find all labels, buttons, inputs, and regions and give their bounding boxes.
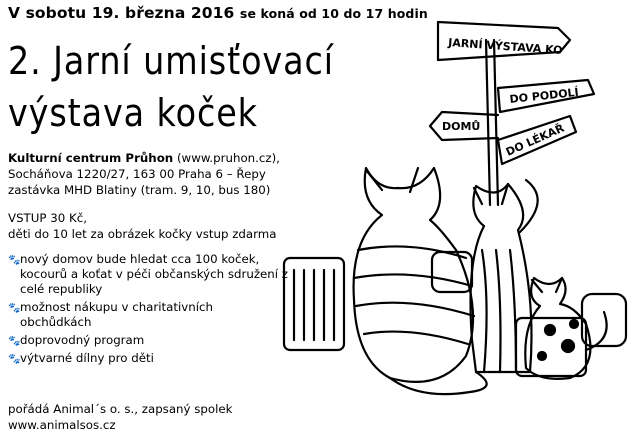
list-item-text: možnost nákupu v charitativních obchůdkách — [20, 300, 213, 329]
list-item-text: nový domov bude hledat cca 100 koček, kocourů a koťat v péči občanských sdružení z celé republiky — [20, 252, 288, 296]
list-item — [8, 333, 288, 348]
paw-icon: 🐾 — [8, 354, 21, 365]
venue-line1 — [8, 150, 280, 166]
page-title-line1: 2. Jarní umisťovací — [8, 39, 334, 83]
venue-info — [8, 150, 280, 198]
organizer-line: pořádá Animal´s o. s., zapsaný spolek — [8, 402, 233, 416]
spotted-cat — [525, 278, 590, 379]
list-item — [8, 252, 288, 297]
venue-address: Socháňova 1220/27, 163 00 Praha 6 – Řepy — [8, 167, 266, 181]
sign4-label: DO LÉKAŘ — [503, 121, 567, 159]
paw-icon: 🐾 — [8, 336, 21, 347]
list-item — [8, 351, 288, 366]
venue-transport: zastávka MHD Blatiny (tram. 9, 10, bus 180) — [8, 183, 271, 197]
paw-icon: 🐾 — [8, 303, 21, 314]
admission-price: VSTUP 30 Kč, — [8, 211, 87, 225]
venue-web: (www.pruhon.cz), — [176, 151, 280, 165]
list-item-text: doprovodný program — [20, 333, 145, 347]
event-time-label: se koná od 10 do 17 hodin — [239, 6, 428, 21]
admission-children: děti do 10 let za obrázek kočky vstup zdarma — [8, 227, 277, 241]
cats-signpost-illustration — [270, 0, 640, 439]
sign1-label: JARNÍ VÝSTAVA KO — [447, 36, 563, 57]
feature-list — [8, 252, 288, 369]
paw-icon: 🐾 — [8, 255, 21, 266]
page-title-line2: výstava koček — [8, 91, 258, 135]
website-link[interactable]: www.animalsos.cz — [8, 418, 116, 432]
signpost-pole — [486, 40, 490, 205]
venue-name: Kulturní centrum Průhon — [8, 151, 174, 165]
admission-info — [8, 210, 277, 242]
sign2-label: DO PODOLÍ — [508, 85, 580, 106]
sign3-label: DOMŮ — [442, 120, 481, 133]
list-item — [8, 300, 288, 330]
list-item-text: výtvarné dílny pro děti — [20, 351, 154, 365]
event-date-label: V sobotu 19. března 2016 — [8, 4, 235, 22]
